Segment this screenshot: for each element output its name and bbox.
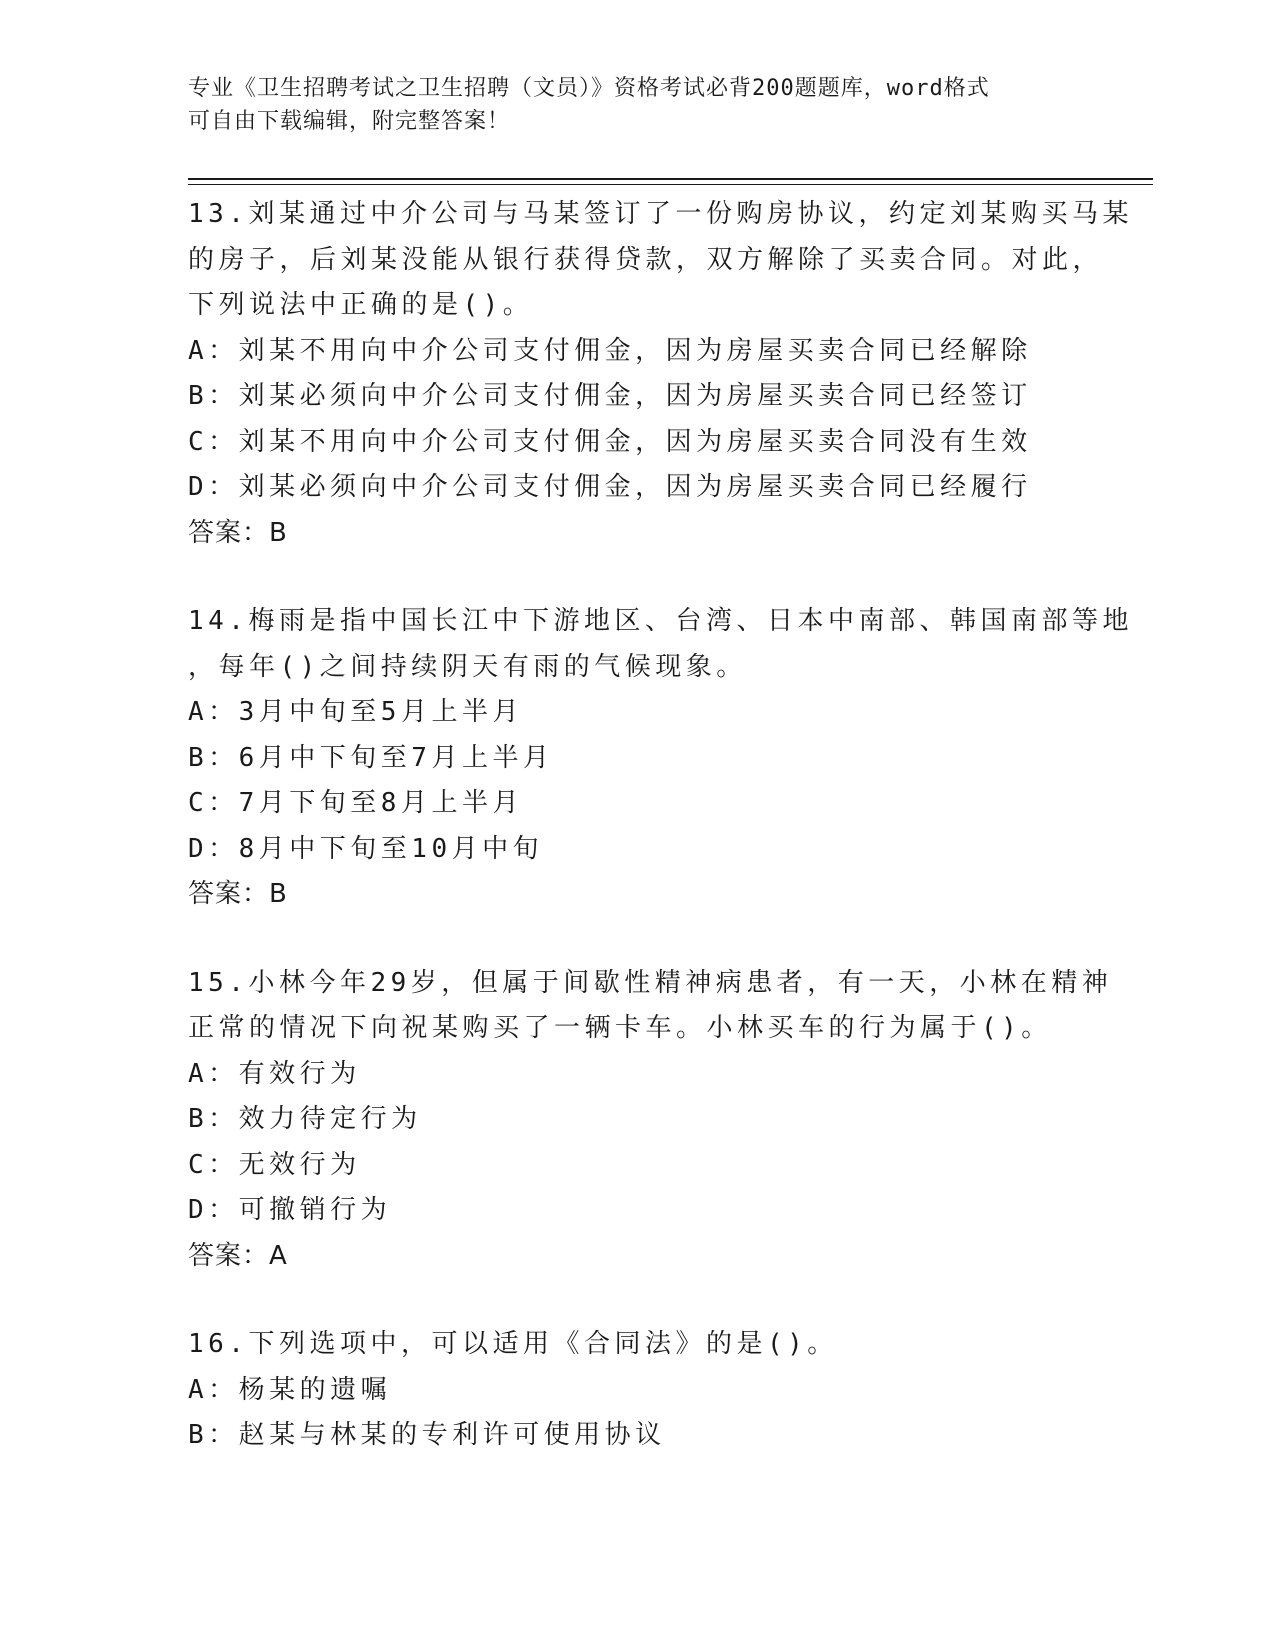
answer-line: 答案：B [188, 879, 288, 909]
question-stem-line: 16.下列选项中，可以适用《合同法》的是()。 [188, 1329, 838, 1359]
question-14 [188, 599, 1133, 918]
header-divider-thin [188, 184, 1153, 185]
document-header [188, 72, 1088, 138]
answer-line: 答案：B [188, 517, 288, 548]
question-list [188, 192, 1133, 1502]
question-stem-line: 正常的情况下向祝某购买了一辆卡车。小林买车的行为属于()。 [188, 1013, 1052, 1043]
header-title-line-2: 可自由下载编辑，附完整答案！ [188, 109, 511, 134]
question-15 [188, 961, 1113, 1280]
header-divider-thick [188, 178, 1153, 180]
option-b: B：赵某与林某的专利许可使用协议 [188, 1420, 666, 1450]
question-16 [188, 1322, 1088, 1459]
option-a: A：3月中旬至5月上半月 [188, 697, 523, 727]
question-stem-line: 下列说法中正确的是()。 [188, 290, 534, 320]
question-stem-line: 的房子，后刘某没能从银行获得贷款，双方解除了买卖合同。对此， [188, 244, 1104, 275]
question-stem-line: 13.刘某通过中介公司与马某签订了一份购房协议，约定刘某购买马某 [188, 199, 1133, 229]
option-b: B：效力待定行为 [188, 1104, 422, 1134]
option-a: A：刘某不用向中介公司支付佣金，因为房屋买卖合同已经解除 [188, 335, 1032, 366]
header-title-line-1: 专业《卫生招聘考试之卫生招聘（文员）》资格考试必背200题题库，word格式 [188, 76, 990, 101]
question-stem-line: ，每年()之间持续阴天有雨的气候现象。 [188, 651, 747, 682]
option-b: B：6月中下旬至7月上半月 [188, 742, 554, 773]
option-c: C：7月下旬至8月上半月 [188, 788, 523, 818]
option-b: B：刘某必须向中介公司支付佣金，因为房屋买卖合同已经签订 [188, 381, 1032, 411]
question-stem-line: 14.梅雨是指中国长江中下游地区、台湾、日本中南部、韩国南部等地 [188, 606, 1133, 636]
option-c: C：无效行为 [188, 1149, 361, 1180]
option-d: D：可撤销行为 [188, 1195, 392, 1225]
option-c: C：刘某不用向中介公司支付佣金，因为房屋买卖合同没有生效 [188, 426, 1032, 457]
answer-line: 答案：A [188, 1240, 288, 1271]
option-d: D：刘某必须向中介公司支付佣金，因为房屋买卖合同已经履行 [188, 472, 1032, 502]
option-d: D：8月中下旬至10月中旬 [188, 833, 544, 864]
question-13 [188, 192, 1133, 556]
question-stem-line: 15.小林今年29岁，但属于间歇性精神病患者，有一天，小林在精神 [188, 967, 1113, 998]
option-a: A：杨某的遗嘱 [188, 1374, 392, 1405]
option-a: A：有效行为 [188, 1058, 361, 1089]
